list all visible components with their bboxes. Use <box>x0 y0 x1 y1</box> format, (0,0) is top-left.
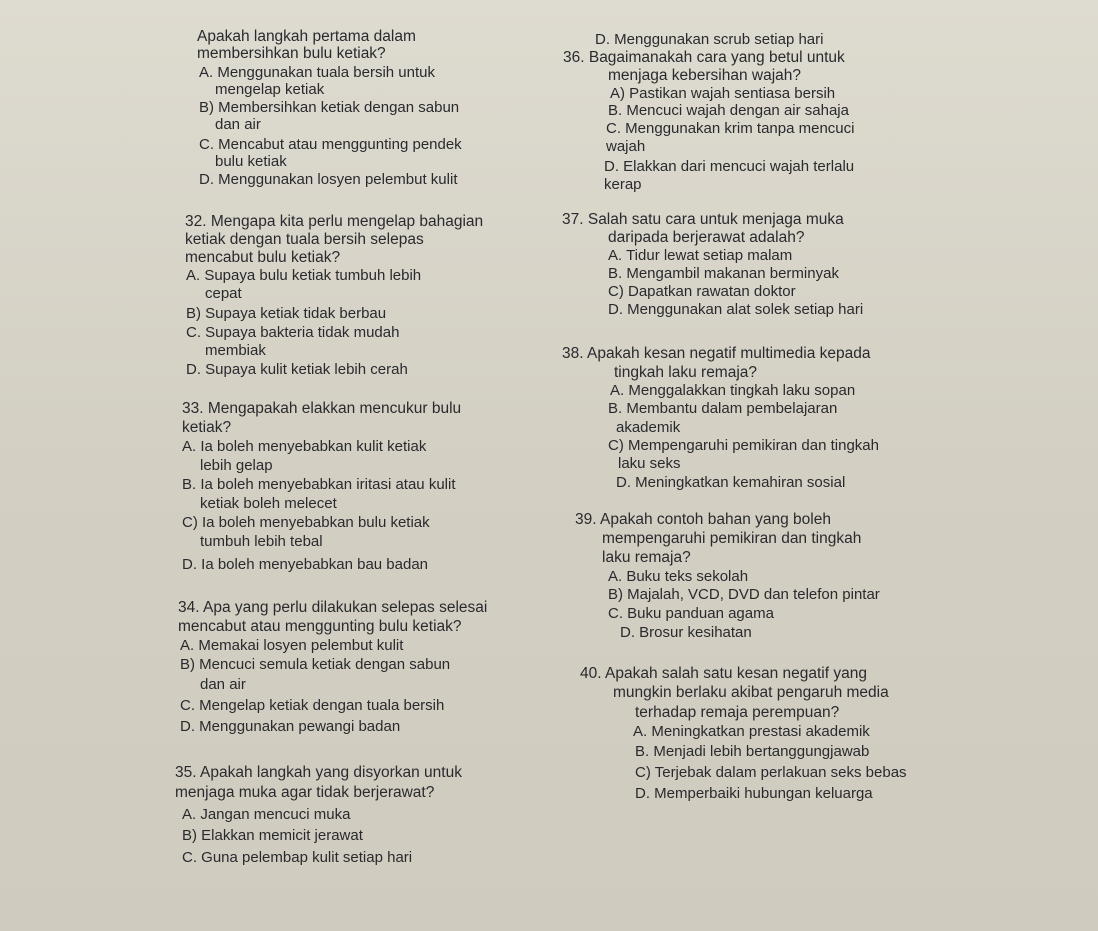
option-a[interactable]: A. Memakai losyen pelembut kulit <box>180 637 404 654</box>
question-stem-line: 38. Apakah kesan negatif multimedia kepada <box>562 345 871 362</box>
option-c-cont: laku seks <box>618 455 681 472</box>
option-c-cont: wajah <box>606 138 646 155</box>
option-d[interactable]: D. Brosur kesihatan <box>620 624 752 641</box>
option-b[interactable]: B. Membantu dalam pembelajaran <box>608 400 838 417</box>
question-stem-line: mencabut bulu ketiak? <box>185 249 341 266</box>
question-stem-line: 40. Apakah salah satu kesan negatif yang <box>580 665 867 682</box>
question-stem-line: 39. Apakah contoh bahan yang boleh <box>575 511 831 528</box>
option-c-cont: bulu ketiak <box>215 153 287 170</box>
option-d[interactable]: D. Menggunakan scrub setiap hari <box>595 31 824 48</box>
question-stem-line: membersihkan bulu ketiak? <box>197 45 386 62</box>
option-a-cont: lebih gelap <box>200 457 273 474</box>
option-c[interactable]: C. Menggunakan krim tanpa mencuci <box>606 120 855 137</box>
option-b-cont: ketiak boleh melecet <box>200 495 337 512</box>
option-a[interactable]: A. Menggalakkan tingkah laku sopan <box>610 382 856 399</box>
option-d[interactable]: D. Meningkatkan kemahiran sosial <box>616 474 846 491</box>
question-stem-line: tingkah laku remaja? <box>614 364 758 381</box>
option-a-cont: cepat <box>205 285 242 302</box>
option-d[interactable]: D. Menggunakan pewangi badan <box>180 718 401 735</box>
option-d-cont: kerap <box>604 176 642 193</box>
question-stem-line: ketiak? <box>182 419 232 436</box>
question-stem-line: Apakah langkah pertama dalam <box>197 28 416 45</box>
option-c-cont: membiak <box>205 342 266 359</box>
question-stem-line: mungkin berlaku akibat pengaruh media <box>613 684 889 701</box>
option-b-selected[interactable]: B) Supaya ketiak tidak berbau <box>186 305 387 322</box>
option-d[interactable]: D. Memperbaiki hubungan keluarga <box>635 785 873 802</box>
option-a[interactable]: A. Menggunakan tuala bersih untuk <box>199 64 435 81</box>
option-c-selected[interactable]: C) Mempengaruhi pemikiran dan tingkah <box>608 437 879 454</box>
option-a[interactable]: A. Ia boleh menyebabkan kulit ketiak <box>182 438 427 455</box>
option-b-selected[interactable]: B) Elakkan memicit jerawat <box>182 827 363 844</box>
option-b[interactable]: B. Mencuci wajah dengan air sahaja <box>608 102 849 119</box>
option-b-cont: dan air <box>200 676 246 693</box>
question-stem-line: 36. Bagaimanakah cara yang betul untuk <box>563 49 845 66</box>
option-c[interactable]: C. Mencabut atau menggunting pendek <box>199 136 462 153</box>
option-b-selected[interactable]: B) Membersihkan ketiak dengan sabun <box>199 99 460 116</box>
option-c-cont: tumbuh lebih tebal <box>200 533 323 550</box>
option-b-cont: dan air <box>215 116 261 133</box>
question-stem-line: 33. Mengapakah elakkan mencukur bulu <box>182 400 462 417</box>
question-stem-line: 37. Salah satu cara untuk menjaga muka <box>562 211 844 228</box>
option-a[interactable]: A. Supaya bulu ketiak tumbuh lebih <box>186 267 422 284</box>
option-c[interactable]: C. Supaya bakteria tidak mudah <box>186 324 400 341</box>
option-c-selected[interactable]: C) Ia boleh menyebabkan bulu ketiak <box>182 514 430 531</box>
question-stem-line: laku remaja? <box>602 549 691 566</box>
option-b[interactable]: B. Ia boleh menyebabkan iritasi atau kulit <box>182 476 456 493</box>
question-stem-line: menjaga kebersihan wajah? <box>608 67 802 84</box>
option-a[interactable]: A. Buku teks sekolah <box>608 568 749 585</box>
option-d[interactable]: D. Elakkan dari mencuci wajah terlalu <box>604 158 855 175</box>
option-c[interactable]: C. Buku panduan agama <box>608 605 774 622</box>
option-d[interactable]: D. Supaya kulit ketiak lebih cerah <box>186 361 408 378</box>
question-stem-line: ketiak dengan tuala bersih selepas <box>185 231 424 248</box>
option-b[interactable]: B. Menjadi lebih bertanggungjawab <box>635 743 870 760</box>
option-b-selected[interactable]: B) Mencuci semula ketiak dengan sabun <box>180 656 451 673</box>
option-b[interactable]: B. Mengambil makanan berminyak <box>608 265 839 282</box>
question-stem-line: mencabut atau menggunting bulu ketiak? <box>178 618 462 635</box>
question-stem-line: daripada berjerawat adalah? <box>608 229 805 246</box>
option-a-selected[interactable]: A) Pastikan wajah sentiasa bersih <box>610 85 836 102</box>
question-stem-line: terhadap remaja perempuan? <box>635 704 840 721</box>
option-a[interactable]: A. Jangan mencuci muka <box>182 806 351 823</box>
option-d[interactable]: D. Menggunakan losyen pelembut kulit <box>199 171 458 188</box>
option-b-selected[interactable]: B) Majalah, VCD, DVD dan telefon pintar <box>608 586 880 603</box>
question-stem-line: 35. Apakah langkah yang disyorkan untuk <box>175 764 462 781</box>
option-a[interactable]: A. Tidur lewat setiap malam <box>608 247 793 264</box>
option-c-selected[interactable]: C) Terjebak dalam perlakuan seks bebas <box>635 764 907 781</box>
option-a[interactable]: A. Meningkatkan prestasi akademik <box>633 723 870 740</box>
question-stem-line: 32. Mengapa kita perlu mengelap bahagian <box>185 213 484 230</box>
question-stem-line: mempengaruhi pemikiran dan tingkah <box>602 530 862 547</box>
question-stem-line: 34. Apa yang perlu dilakukan selepas selesai <box>178 599 488 616</box>
question-stem-line: menjaga muka agar tidak berjerawat? <box>175 784 435 801</box>
option-c[interactable]: C. Mengelap ketiak dengan tuala bersih <box>180 697 445 714</box>
option-d[interactable]: D. Ia boleh menyebabkan bau badan <box>182 556 429 573</box>
option-c[interactable]: C. Guna pelembap kulit setiap hari <box>182 849 413 866</box>
option-c-selected[interactable]: C) Dapatkan rawatan doktor <box>608 283 796 300</box>
option-b-cont: akademik <box>616 419 681 436</box>
option-d[interactable]: D. Menggunakan alat solek setiap hari <box>608 301 864 318</box>
option-a-cont: mengelap ketiak <box>215 81 325 98</box>
